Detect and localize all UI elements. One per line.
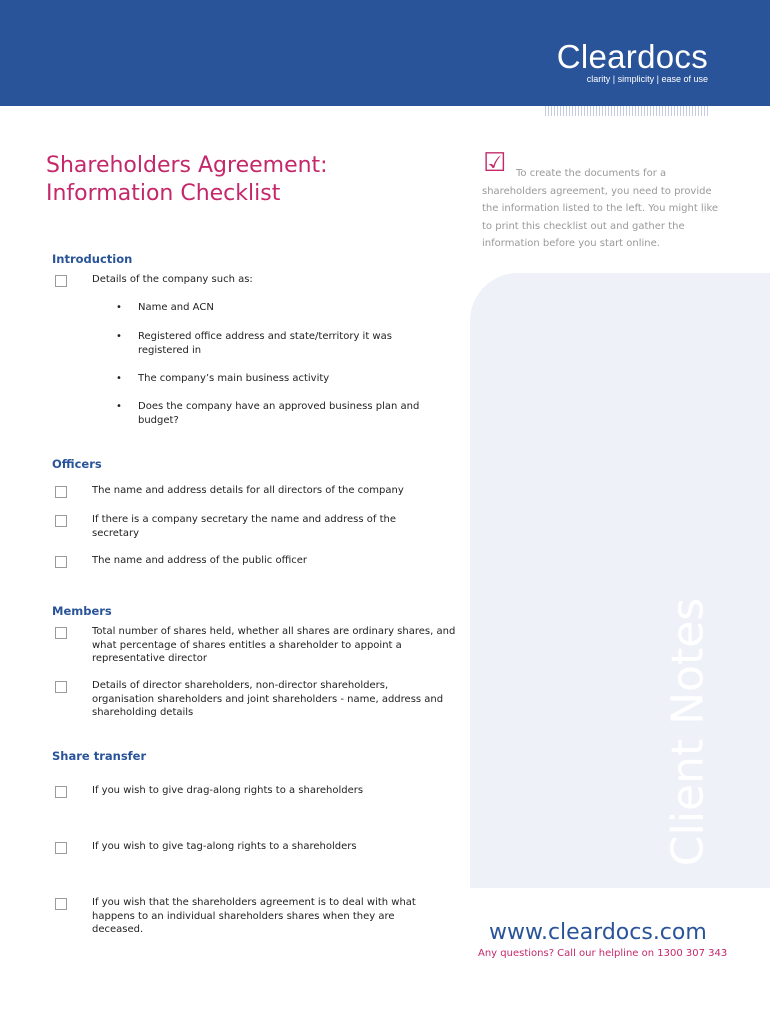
checklist-item: If you wish to give drag-along rights to a shareholders <box>92 785 364 796</box>
checkbox-icon[interactable] <box>55 556 67 568</box>
intro-line: To create the documents for a <box>516 168 667 179</box>
bullet-icon: • <box>116 373 122 384</box>
section-heading-introduction: Introduction <box>52 252 133 266</box>
checklist-item: Total number of shares held, whether all shares are ordinary shares, and what percentage of shares entitles a shareholder to appoint a representative director <box>92 626 456 664</box>
checklist-item: The name and address details for all directors of the company <box>92 485 404 496</box>
checkbox-icon[interactable] <box>55 681 67 693</box>
checkbox-icon[interactable] <box>55 786 67 798</box>
checklist-item: The name and address of the public officer <box>92 555 307 566</box>
checkmark-icon: ☑ <box>483 148 507 178</box>
bullet-item: The company’s main business activity <box>138 373 330 384</box>
intro-line: information before you start online. <box>482 238 660 249</box>
checklist-item: If you wish to give tag-along rights to a shareholders <box>92 841 357 852</box>
checkbox-icon[interactable] <box>55 627 67 639</box>
checkbox-icon[interactable] <box>55 515 67 527</box>
checkbox-icon[interactable] <box>55 486 67 498</box>
bullet-item: Registered office address and state/territory it was registered in <box>138 331 392 356</box>
section-heading-members: Members <box>52 604 112 618</box>
document-title <box>46 152 328 208</box>
checklist-item: If you wish that the shareholders agreement is to deal with what happens to an individual shareholders shares when they are deceased. <box>92 897 416 935</box>
checklist-item: Details of the company such as: <box>92 274 253 285</box>
title-line-1: Shareholders Agreement: <box>46 153 328 178</box>
helpline-text: Any questions? Call our helpline on 1300 307 343 <box>478 948 728 959</box>
intro-line: the information listed to the left. You might like <box>482 203 719 214</box>
checklist-item: If there is a company secretary the name and address of the secretary <box>92 514 396 539</box>
bullet-item: Does the company have an approved business plan and budget? <box>138 401 420 426</box>
section-heading-share-transfer: Share transfer <box>52 749 147 763</box>
brand-logo: Cleardocs <box>556 38 708 75</box>
bullet-item: Name and ACN <box>138 302 214 313</box>
intro-paragraph <box>482 165 742 253</box>
brand-tagline: clarity | simplicity | ease of use <box>586 74 708 84</box>
checkbox-icon[interactable] <box>55 275 67 287</box>
bullet-icon: • <box>116 401 122 412</box>
client-notes-panel <box>470 273 770 888</box>
section-heading-officers: Officers <box>52 457 102 471</box>
website-link[interactable]: www.cleardocs.com <box>489 920 707 945</box>
bullet-icon: • <box>116 331 122 342</box>
title-line-2: Information Checklist <box>46 181 281 206</box>
bullet-icon: • <box>116 302 122 313</box>
client-notes-label: Client Notes <box>662 597 714 867</box>
checklist-item: Details of director shareholders, non-director shareholders, organisation shareholders and joint shareholders - name, address and shareholding details <box>92 680 444 718</box>
checkbox-icon[interactable] <box>55 842 67 854</box>
header-banner <box>0 0 770 106</box>
intro-line: shareholders agreement, you need to provide <box>482 185 712 197</box>
intro-line: to print this checklist out and gather the <box>482 220 685 232</box>
decorative-stripe <box>545 106 710 116</box>
checkbox-icon[interactable] <box>55 898 67 910</box>
